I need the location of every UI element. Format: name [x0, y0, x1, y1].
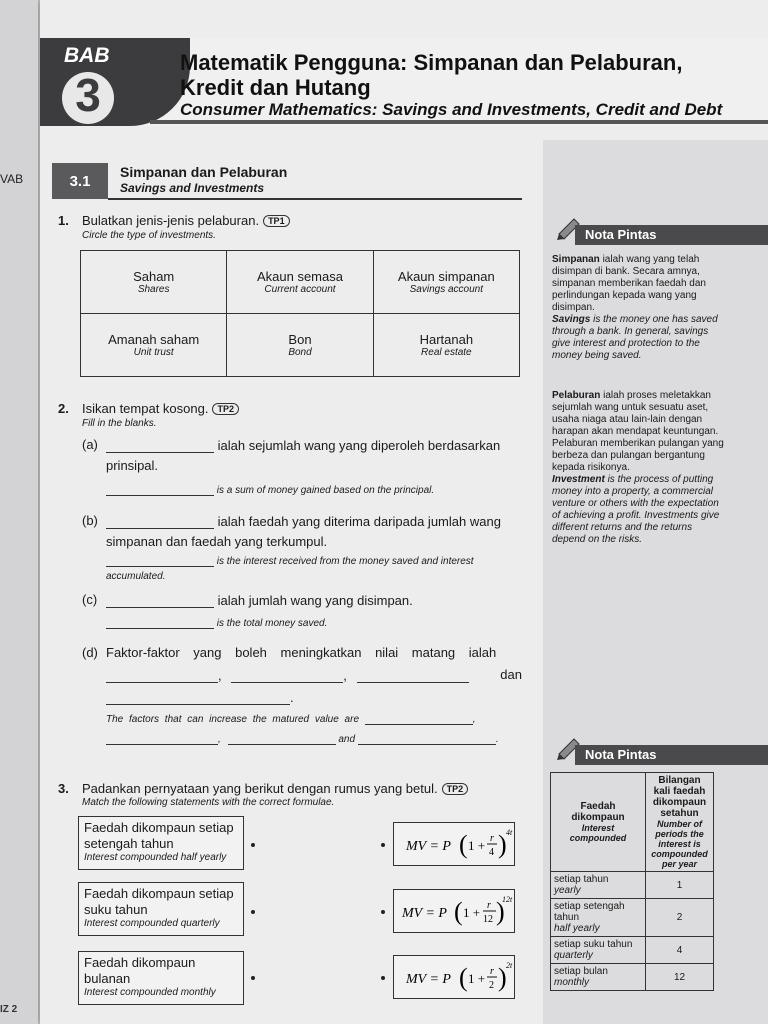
q2c-en-text: is the total money saved.	[216, 618, 328, 629]
q2b-blank[interactable]	[106, 513, 214, 529]
table-row	[551, 937, 714, 964]
investment-cell[interactable]	[81, 314, 227, 377]
statement-text: setengah tahun	[84, 836, 174, 851]
statement-box	[78, 951, 244, 1005]
row-label-en: monthly	[554, 977, 590, 988]
statement-text-en: Interest compounded quarterly	[84, 918, 220, 929]
table-header	[646, 773, 714, 872]
q2c-en-line	[106, 617, 327, 629]
table-row	[551, 872, 714, 899]
formula-lhs: MV = P	[406, 839, 451, 854]
q2b-line	[106, 513, 501, 529]
svg-text:): )	[496, 897, 505, 926]
q2a-blank[interactable]	[106, 437, 214, 453]
statement-text: bulanan	[84, 971, 131, 986]
statement-text: Faedah dikompaun setiap	[84, 820, 234, 835]
q2d-en-blank[interactable]	[106, 733, 218, 745]
q2c-blank[interactable]	[106, 592, 214, 608]
header-divider	[150, 120, 768, 124]
table-cell: 1	[646, 872, 714, 899]
q2-number: 2.	[58, 401, 69, 416]
chapter-number: 3	[75, 69, 101, 121]
table-cell	[551, 964, 646, 991]
investment-label: Amanah saham	[108, 332, 200, 347]
q2d-period: .	[290, 690, 294, 705]
chapter-title-ms-line1: Matematik Pengguna: Simpanan dan Pelaburan,	[180, 50, 683, 75]
q3-number: 3.	[58, 781, 69, 796]
q2d-en-blank[interactable]	[228, 733, 336, 745]
table-cell	[551, 899, 646, 937]
note-text: ialah wang yang telah disimpan di bank. Secara amnya, simpanan memberikan faedah dan perlindungan kepada wang yang disimpan.	[552, 254, 706, 313]
investment-cell[interactable]	[373, 251, 519, 314]
row-label: setiap tahun	[554, 874, 609, 885]
q2c-en-blank[interactable]	[106, 617, 214, 629]
q2a-en-text: is a sum of money gained based on the principal.	[216, 485, 435, 496]
row-label: setiap setengah tahun	[554, 901, 625, 923]
nota-pintas-heading: Nota Pintas	[575, 225, 768, 245]
svg-text:1 +: 1 +	[468, 971, 486, 986]
statement-box	[78, 816, 244, 870]
investment-label: Bon	[288, 332, 312, 347]
q2d-final-row	[106, 689, 294, 705]
q1-text-en: Circle the type of investments.	[82, 230, 216, 241]
formula-box	[393, 889, 515, 933]
formula-box	[393, 822, 515, 866]
nota-pintas-heading: Nota Pintas	[575, 745, 768, 765]
q2-text-en: Fill in the blanks.	[82, 418, 157, 429]
row-label-en: quarterly	[554, 950, 593, 961]
investment-label-en: Savings account	[409, 284, 484, 295]
q2a-en-blank[interactable]	[106, 484, 214, 496]
match-dot-right[interactable]	[381, 910, 385, 914]
q2d-en-blank[interactable]	[358, 733, 496, 745]
section-rule	[108, 198, 522, 200]
investment-label: Saham	[133, 269, 175, 284]
q2b-en-blank[interactable]	[106, 555, 214, 567]
match-dot-left[interactable]	[251, 843, 255, 847]
svg-text:): )	[498, 963, 507, 992]
match-dot-left[interactable]	[251, 910, 255, 914]
section-number: 3.1	[52, 163, 108, 199]
statement-text-en: Interest compounded monthly	[84, 987, 216, 998]
col2-header-en: Number of periods the interest is compounded per year	[651, 819, 708, 869]
svg-text:(: (	[459, 963, 468, 992]
col1-header-en: Interest compounded	[569, 823, 627, 843]
chapter-title-ms-line2: Kredit dan Hutang	[180, 75, 371, 100]
q3-text: Padankan pernyataan yang berikut dengan rumus yang betul.	[82, 781, 438, 796]
q2b-label: (b)	[82, 513, 98, 528]
col1-header: Faedah dikompaun	[571, 801, 625, 823]
svg-text:): )	[498, 830, 507, 859]
q2d-en-row	[106, 713, 520, 725]
svg-text:(: (	[454, 897, 463, 926]
q2d-blanks-row	[106, 667, 522, 683]
formula-lhs: MV = P	[406, 972, 451, 987]
q2d-comma: ,	[218, 668, 222, 683]
table-cell	[551, 872, 646, 899]
investment-label-en: Bond	[288, 347, 312, 358]
q2d-en-text: The factors that can increase the matured value are	[106, 714, 360, 725]
svg-text:r: r	[490, 833, 494, 844]
statement-text: Faedah dikompaun	[84, 955, 196, 970]
note-term: Simpanan	[552, 254, 600, 265]
q2d-dan: dan	[500, 667, 522, 682]
q2d-en-comma: ,	[472, 714, 476, 725]
investment-cell[interactable]	[227, 251, 373, 314]
row-label-en: half yearly	[554, 923, 600, 934]
row-label: setiap suku tahun	[554, 939, 633, 950]
q3-text-en: Match the following statements with the correct formulae.	[82, 797, 335, 808]
investment-label-en: Current account	[264, 284, 336, 295]
investment-cell[interactable]	[227, 314, 373, 377]
investment-cell[interactable]	[81, 251, 227, 314]
formula-exponent: 2t	[506, 961, 513, 970]
q2a-text-cont: prinsipal.	[106, 458, 159, 473]
q2d-en-row2	[106, 733, 499, 745]
match-dot-right[interactable]	[381, 843, 385, 847]
svg-text:1 +: 1 +	[463, 905, 481, 920]
compound-table	[550, 772, 714, 991]
match-dot-left[interactable]	[251, 976, 255, 980]
row-label-en: yearly	[554, 885, 581, 896]
q2d-text: Faktor-faktor yang boleh meningkatkan nilai matang ialah	[106, 645, 497, 660]
q2d-label: (d)	[82, 645, 98, 660]
q3-question	[82, 781, 468, 796]
q2c-label: (c)	[82, 592, 98, 607]
investment-label-en: Shares	[137, 284, 170, 295]
statement-text-en: Interest compounded half yearly	[84, 852, 227, 863]
investment-label-en: Unit trust	[133, 347, 174, 358]
q1-question	[82, 213, 290, 228]
q2b-text-cont: simpanan dan faedah yang terkumpul.	[106, 534, 328, 549]
formula-svg	[394, 890, 514, 932]
q2d-blank[interactable]	[357, 667, 469, 683]
statement-text: Faedah dikompaun setiap	[84, 886, 234, 901]
q1-number: 1.	[58, 213, 69, 228]
statement-box	[78, 882, 244, 936]
left-page-tab-text: VAB	[0, 172, 24, 186]
q2-text: Isikan tempat kosong.	[82, 401, 209, 416]
formula-exponent: 12t	[502, 895, 513, 904]
formula-svg	[394, 823, 514, 865]
svg-text:(: (	[459, 830, 468, 859]
nota-pintas-savings	[552, 254, 724, 362]
q2b-text: ialah faedah yang diterima daripada jumlah wang	[217, 514, 501, 529]
formula-lhs: MV = P	[402, 906, 447, 921]
q3-tp-badge: TP2	[442, 783, 469, 795]
left-page-edge	[0, 0, 44, 1024]
q2a-text: ialah sejumlah wang yang diperoleh berdasarkan	[217, 438, 501, 453]
table-header	[551, 773, 646, 872]
note-term-en: Savings	[552, 314, 591, 325]
q2d-blank[interactable]	[106, 667, 218, 683]
table-cell: 2	[646, 899, 714, 937]
q1-tp-badge: TP1	[263, 215, 290, 227]
formula-denominator: 2	[489, 980, 494, 991]
match-dot-right[interactable]	[381, 976, 385, 980]
section-title-en: Savings and Investments	[120, 181, 265, 195]
nota-pintas-investment	[552, 390, 724, 546]
table-row	[551, 899, 714, 937]
q2d-en-blank[interactable]	[365, 713, 473, 725]
q2-question	[82, 401, 239, 416]
table-cell: 12	[646, 964, 714, 991]
note-term: Pelaburan	[552, 390, 601, 401]
formula-denominator: 4	[489, 847, 494, 858]
chapter-title-en: Consumer Mathematics: Savings and Investments, Credit and Debt	[180, 100, 723, 119]
note-term-en: Investment	[552, 474, 605, 485]
investment-table	[80, 250, 520, 377]
formula-exponent: 4t	[506, 828, 513, 837]
table-row	[551, 964, 714, 991]
statement-text: suku tahun	[84, 902, 148, 917]
q2-tp-badge: TP2	[212, 403, 239, 415]
note-text-en: is the process of putting money into a property, a commercial venture or others with the expectation of achieving a profit. Investments give different returns and the returns depend on the risks.	[552, 474, 720, 545]
section-title-ms: Simpanan dan Pelaburan	[120, 164, 288, 180]
formula-denominator: 12	[483, 914, 493, 925]
formula-svg	[394, 956, 514, 998]
q2d-en-and: and	[338, 734, 356, 745]
left-page-footer-text: IZ 2	[0, 1004, 18, 1015]
q1-text: Bulatkan jenis-jenis pelaburan.	[82, 213, 260, 228]
q2d-en-comma: ,	[218, 734, 221, 745]
q2b-en-cont: accumulated.	[106, 571, 166, 582]
svg-text:1 +: 1 +	[468, 838, 486, 853]
q2b-en-text: is the interest received from the money saved and interest	[216, 556, 474, 567]
chapter-label: BAB	[64, 44, 110, 67]
q2a-line	[106, 437, 500, 453]
q2c-text: ialah jumlah wang yang disimpan.	[217, 593, 413, 608]
q2a-en-line	[106, 484, 434, 496]
note-text-en: is the money one has saved through a bank. In general, savings give interest and protection to the money being saved.	[552, 314, 718, 361]
q2c-line	[106, 592, 413, 608]
investment-label-en: Real estate	[421, 347, 472, 358]
investment-cell[interactable]	[373, 314, 519, 377]
table-cell	[551, 937, 646, 964]
q2d-blank[interactable]	[231, 667, 343, 683]
investment-label: Akaun semasa	[256, 269, 343, 284]
table-cell: 4	[646, 937, 714, 964]
q2a-label: (a)	[82, 437, 98, 452]
q2d-comma: ,	[343, 668, 347, 683]
q2b-en-line	[106, 555, 474, 567]
col2-header: Bilangan kali faedah dikompaun setahun	[652, 775, 707, 819]
row-label: setiap bulan	[554, 966, 608, 977]
investment-label: Akaun simpanan	[397, 269, 495, 284]
formula-box	[393, 955, 515, 999]
svg-text:r: r	[487, 900, 491, 911]
investment-label: Hartanah	[419, 332, 474, 347]
q2d-blank[interactable]	[106, 689, 290, 705]
note-text: ialah proses meletakkan sejumlah wang untuk sesuatu aset, usaha niaga atau lain-lain dengan harapan akan mendapat keuntungan. Pelaburan memberikan pulangan yang berbeza dan pulangan bergantung kepada risikonya.	[552, 390, 724, 473]
q2d-en-period: .	[495, 734, 499, 745]
svg-text:r: r	[490, 966, 494, 977]
